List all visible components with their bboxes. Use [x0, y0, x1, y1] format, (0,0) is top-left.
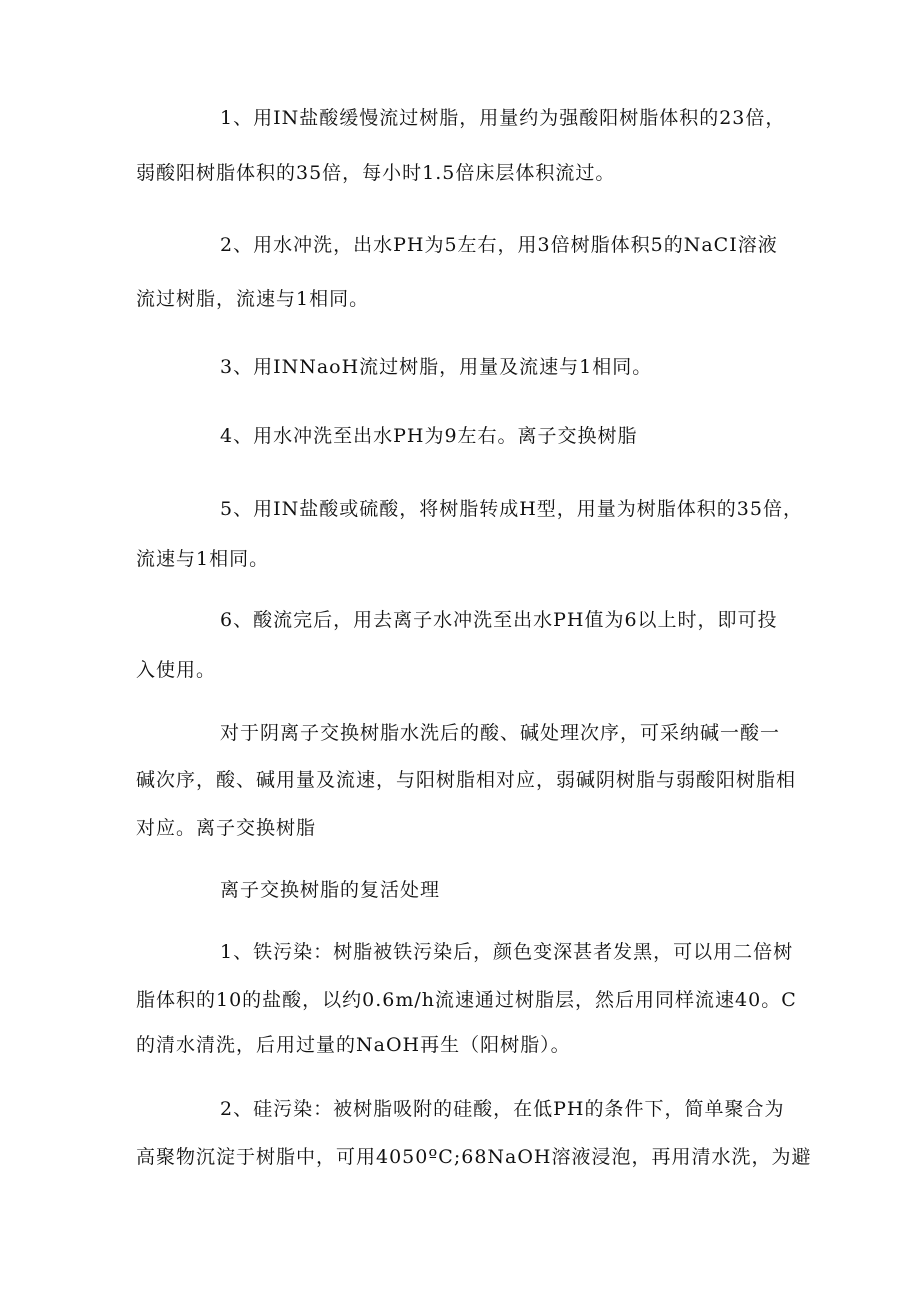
- paragraph-line: 弱酸阳树脂体积的35倍，每小时1.5倍床层体积流过。: [136, 162, 616, 184]
- paragraph-line: 1、铁污染：树脂被铁污染后，颜色变深甚者发黑，可以用二倍树: [220, 941, 794, 963]
- paragraph-line: 高聚物沉淀于树脂中，可用4050ºC;68NaOH溶液浸泡，再用清水洗，为避: [136, 1146, 812, 1168]
- paragraph-line: 6、酸流完后，用去离子水冲洗至出水PH值为6以上时，即可投: [220, 609, 778, 631]
- paragraph-line: 的清水清洗，后用过量的NaOH再生（阳树脂）。: [136, 1034, 571, 1056]
- paragraph-line: 对于阴离子交换树脂水洗后的酸、碱处理次序，可采纳碱一酸一: [220, 722, 781, 744]
- paragraph-line: 2、硅污染：被树脂吸附的硅酸，在低PH的条件下，简单聚合为: [220, 1098, 785, 1120]
- paragraph-line: 流过树脂，流速与1相同。: [136, 288, 370, 310]
- paragraph-line: 脂体积的10的盐酸，以约0.6m∕h流速通过树脂层，然后用同样流速40。C: [136, 989, 797, 1011]
- paragraph-line: 1、用IN盐酸缓慢流过树脂，用量约为强酸阳树脂体积的23倍，: [220, 107, 786, 129]
- paragraph-line: 对应。离子交换树脂: [136, 817, 317, 839]
- paragraph-line: 2、用水冲洗，出水PH为5左右，用3倍树脂体积5的NaCI溶液: [220, 234, 778, 256]
- paragraph-line: 5、用IN盐酸或硫酸，将树脂转成H型，用量为树脂体积的35倍，: [220, 498, 803, 520]
- paragraph-line: 4、用水冲洗至出水PH为9左右。离子交换树脂: [220, 425, 638, 447]
- paragraph-line: 流速与1相同。: [136, 548, 270, 570]
- paragraph-line: 入使用。: [136, 659, 217, 681]
- paragraph-line: 碱次序，酸、碱用量及流速，与阳树脂相对应，弱碱阴树脂与弱酸阳树脂相: [136, 769, 797, 791]
- paragraph-line: 3、用INNaoH流过树脂，用量及流速与1相同。: [220, 356, 653, 378]
- section-heading: 离子交换树脂的复活处理: [220, 879, 441, 901]
